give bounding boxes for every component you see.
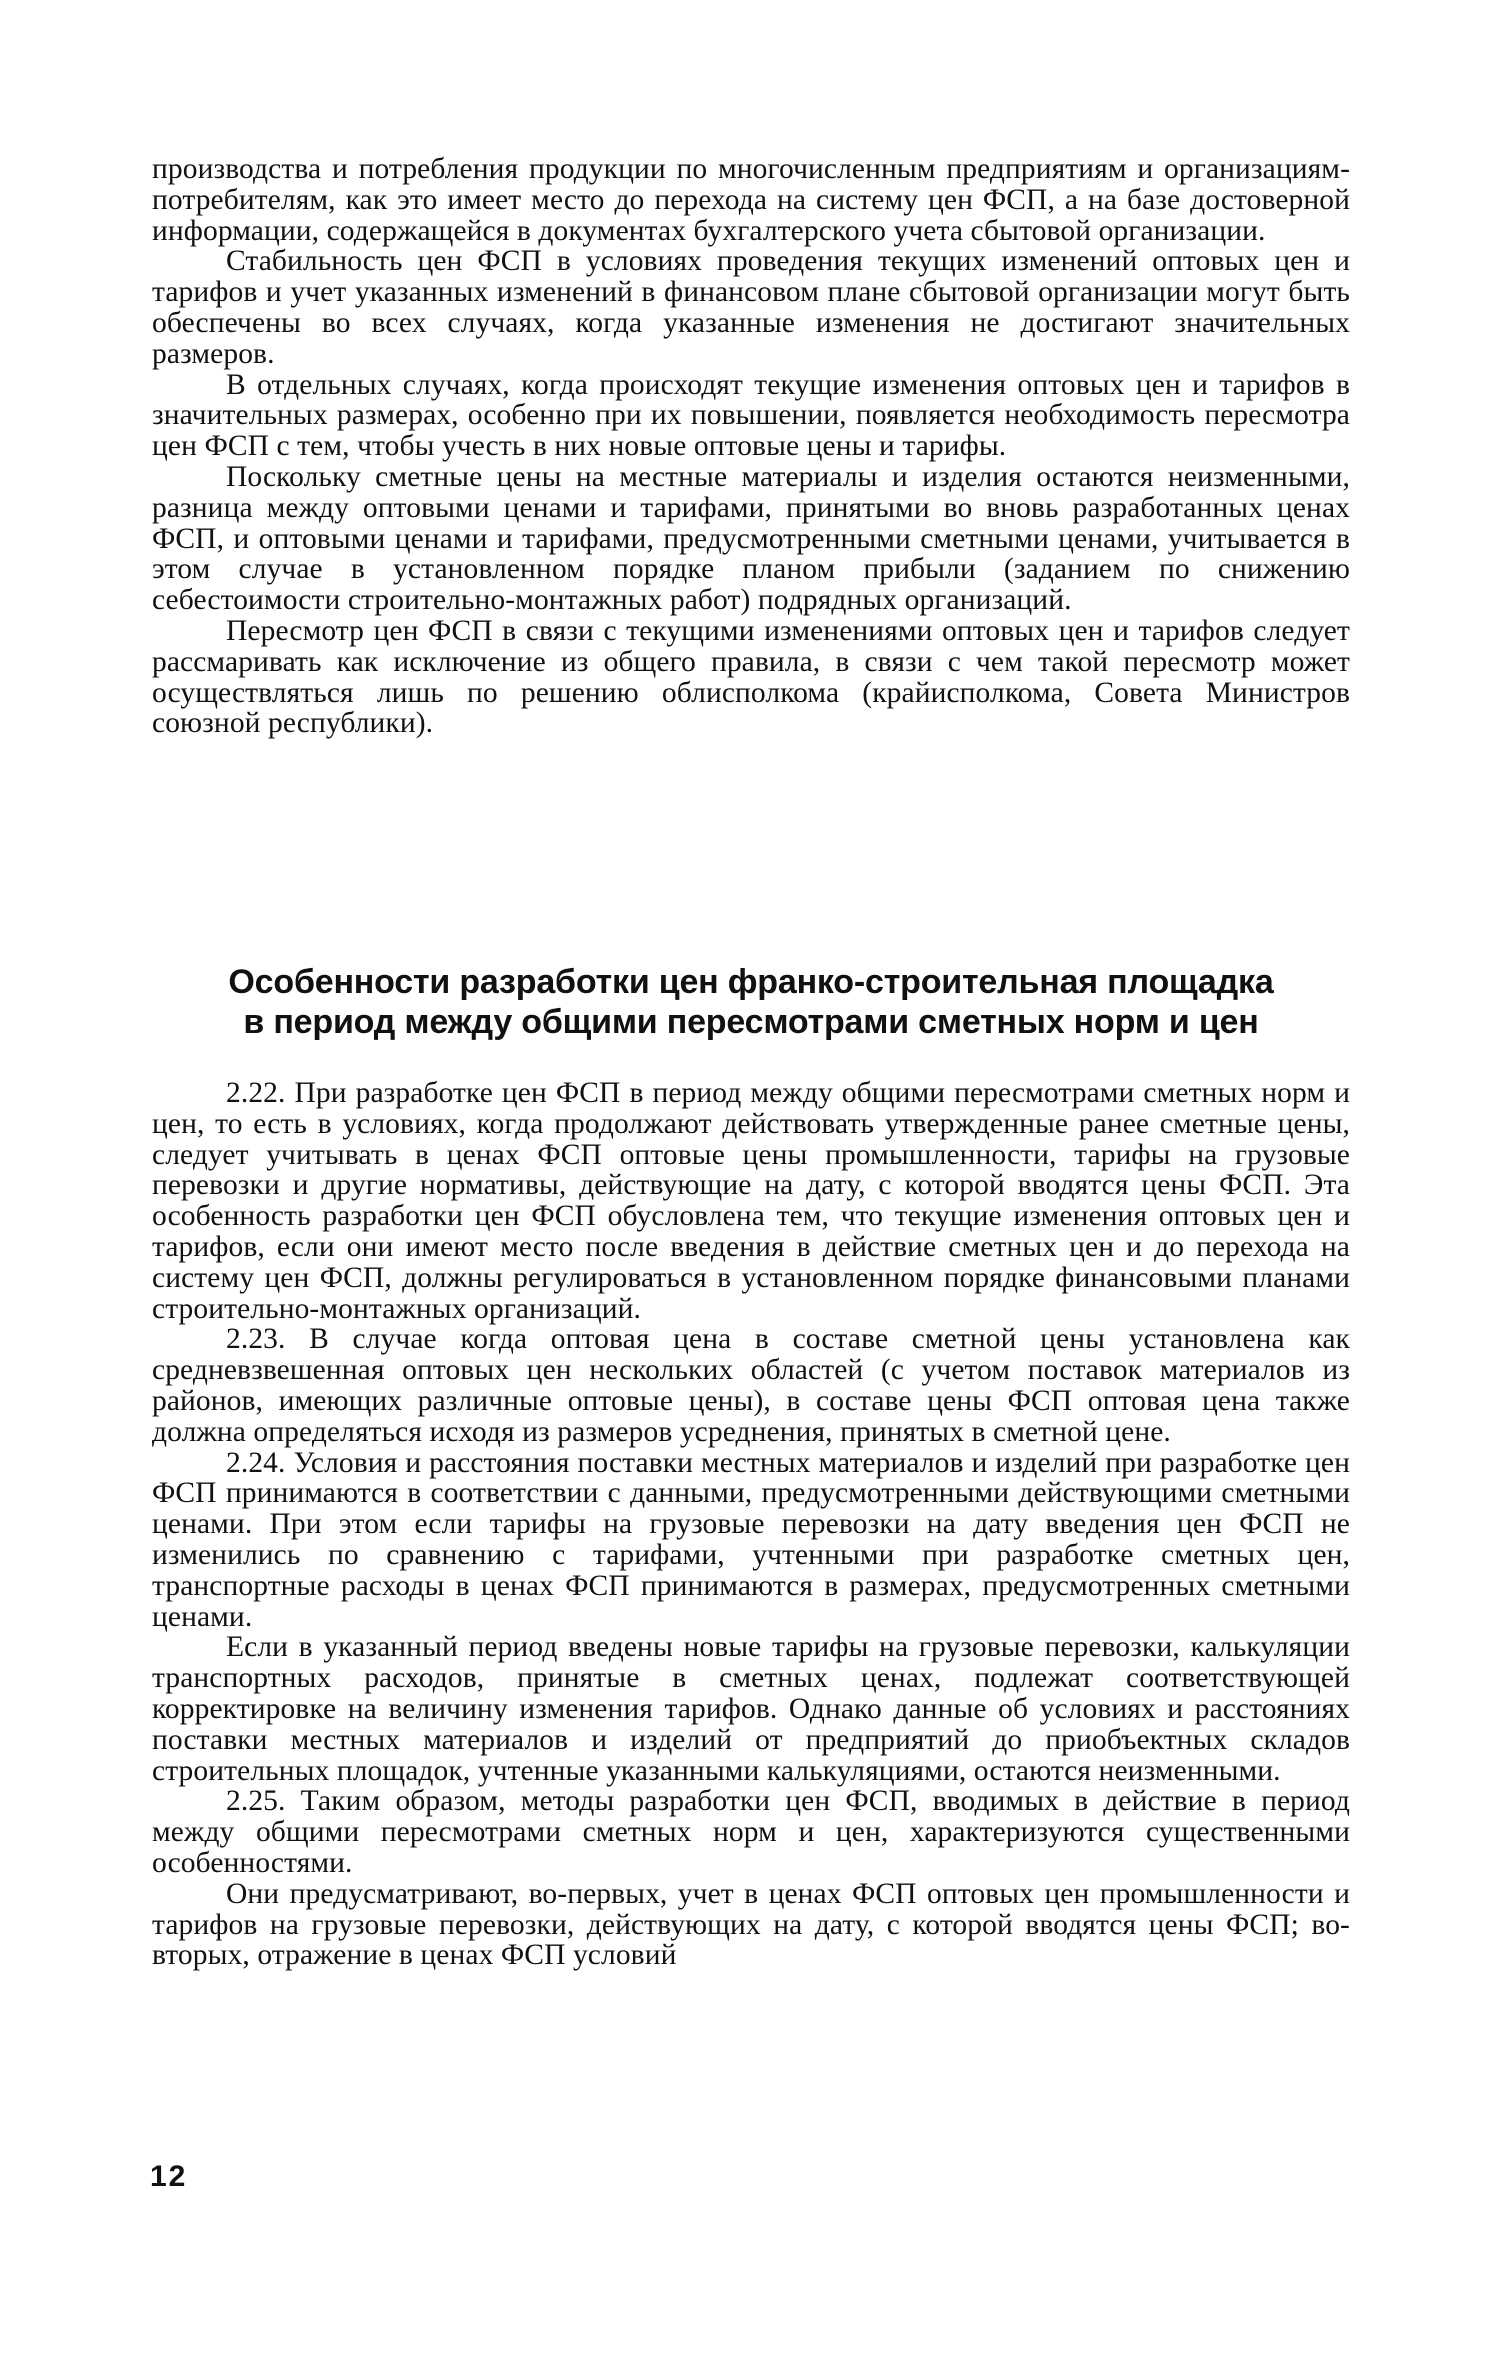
paragraph-2-25: 2.25. Таким образом, методы разработки цен ФСП, вводимых в действие в период между общими пересмотрами сметных норм и цен, характеризуются существенными особенностями. <box>152 1785 1350 1879</box>
page-number: 12 <box>150 2160 188 2193</box>
paragraph-new-tariffs: Если в указанный период введены новые тарифы на грузовые перевозки, калькуляции транспортных расходов, принятые в сметных ценах, подлежат соответствующей корректировке на величину изменения тарифов. Однако данные об условиях и расстояниях поставки местных материалов и изделий от предприятий до приобъектных складов строительных площадок, учтенные указанными калькуляциями, остаются неизменными. <box>152 1631 1350 1787</box>
paragraph-2-24: 2.24. Условия и расстояния поставки местных материалов и изделий при разработке цен ФСП принимаются в соответствии с данными, предусмотренными действующими сметными ценами. При этом если тарифы на грузовые перевозки на дату введения цен ФСП не изменились по сравнению с тарифами, учтенными при разработке сметных цен, транспортные расходы в ценах ФСП принимаются в размерах, предусмотренных сметными ценами. <box>152 1446 1350 1633</box>
section-heading <box>152 962 1350 1042</box>
paragraph-estimated-prices: Поскольку сметные цены на местные материалы и изделия остаются неизменными, разница между оптовыми ценами и тарифами, принятыми во вновь разработанных ценах ФСП, и оптовыми ценами и тарифами, предусмотренными сметными ценами, учитывается в этом случае в установленном порядке планом прибыли (заданием по снижению себестоимости строительно-монтажных работ) подрядных организаций. <box>152 460 1350 617</box>
paragraph-continuation: производства и потребления продукции по многочисленным предприятиям и организациям-потребителям, как это имеет место до перехода на систему цен ФСП, а на базе достоверной информации, содержащейся в документах бухгалтерского учета сбытовой организации. <box>152 153 1350 247</box>
section-heading-line-1: Особенности разработки цен франко-строительная площадка <box>228 963 1274 1001</box>
paragraph-special-cases: В отдельных случаях, когда происходят текущие изменения оптовых цен и тарифов в значительных размерах, особенно при их повышении, появляется необходимость пересмотра цен ФСП с тем, чтобы учесть в них новые оптовые цены и тарифы. <box>152 368 1350 463</box>
paragraph-2-23: 2.23. В случае когда оптовая цена в составе сметной цены установлена как средневзвешенная оптовых цен нескольких областей (с учетом поставок материалов из районов, имеющих различные оптовые цены), в составе цены ФСП оптовая цена также должна определяться исходя из размеров усреднения, принятых в сметной цене. <box>152 1323 1350 1448</box>
bottom-text-block <box>152 1078 1350 1971</box>
paragraph-revision: Пересмотр цен ФСП в связи с текущими изменениями оптовых цен и тарифов следует рассмаривать как исключение из общего правила, в связи с чем такой пересмотр может осуществляться лишь по решению облисполкома (крайисполкома, Совета Министров союзной республики). <box>152 614 1350 740</box>
paragraph-stability: Стабильность цен ФСП в условиях проведения текущих изменений оптовых цен и тарифов и учет указанных изменений в финансовом плане сбытовой организации могут быть обеспечены во всех случаях, когда указанные изменения не достигают значительных размеров. <box>152 245 1350 370</box>
paragraph-2-22: 2.22. При разработке цен ФСП в период между общими пересмотрами сметных норм и цен, то есть в условиях, когда продолжают действовать утвержденные ранее сметные цены, следует учитывать в ценах ФСП оптовые цены промышленности, тарифы на грузовые перевозки и другие нормативы, действующие на дату, с которой вводятся цены ФСП. Эта особенность разработки цен ФСП обусловлена тем, что текущие изменения оптовых цен и тарифов, если они имеют место после введения в действие сметных цен и до перехода на систему цен ФСП, должны регулироваться в установленном порядке финансовыми планами строительно-монтажных организаций. <box>152 1077 1350 1325</box>
paragraph-methods: Они предусматривают, во-первых, учет в ценах ФСП оптовых цен промышленности и тарифов на грузовые перевозки, действующих на дату, с которой вводятся цены ФСП; во-вторых, отражение в ценах ФСП условий <box>152 1877 1350 1972</box>
top-text-block <box>152 154 1350 739</box>
section-heading-line-2: в период между общими пересмотрами сметных норм и цен <box>243 1003 1259 1041</box>
